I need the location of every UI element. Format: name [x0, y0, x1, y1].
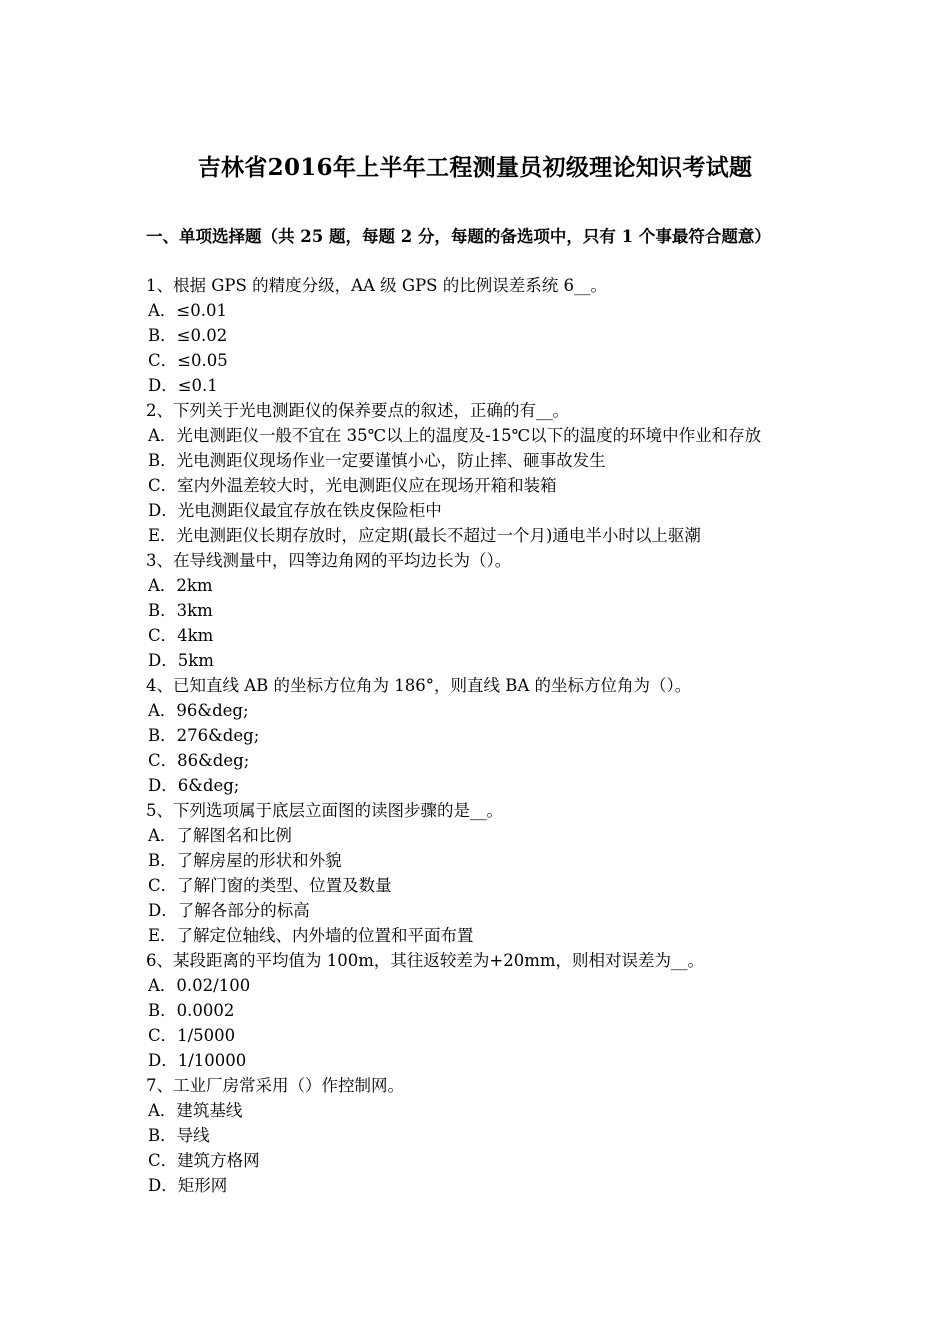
option-b: B．光电测距仪现场作业一定要谨慎小心，防止摔、砸事故发生: [148, 451, 606, 470]
option-e: E．了解定位轴线、内外墙的位置和平面布置: [148, 926, 474, 945]
question-text: 6、某段距离的平均值为 100m，其往返较差为+20mm，则相对误差为__。: [146, 951, 704, 970]
question-text: 3、在导线测量中，四等边角网的平均边长为（）。: [146, 551, 512, 570]
option-a: A．光电测距仪一般不宜在 35℃以上的温度及-15℃以下的温度的环境中作业和存放: [148, 426, 762, 445]
option-b: B．3km: [148, 601, 213, 620]
question-text: 5、下列选项属于底层立面图的读图步骤的是__。: [146, 801, 503, 820]
question-block: [146, 948, 814, 1073]
option-d: D．了解各部分的标高: [148, 901, 310, 920]
option-a: A．建筑基线: [148, 1101, 243, 1120]
option-a: A．0.02/100: [148, 976, 251, 995]
option-d: D．5km: [148, 651, 214, 670]
option-b: B．了解房屋的形状和外貌: [148, 851, 342, 870]
option-b: B．≤0.02: [148, 326, 228, 345]
question-block: [146, 398, 814, 548]
option-b: B．276&deg;: [148, 726, 260, 745]
question-block: [146, 673, 814, 798]
option-c: C．≤0.05: [148, 351, 228, 370]
question-text: 7、工业厂房常采用（）作控制网。: [146, 1076, 404, 1095]
option-d: D．≤0.1: [148, 376, 218, 395]
option-c: C．建筑方格网: [148, 1151, 260, 1170]
document-title: 吉林省2016年上半年工程测量员初级理论知识考试题: [197, 154, 753, 181]
question-text: 4、已知直线 AB 的坐标方位角为 186°，则直线 BA 的坐标方位角为（）。: [146, 676, 692, 695]
option-b: B．0.0002: [148, 1001, 235, 1020]
question-block: [146, 798, 814, 948]
option-d: D．6&deg;: [148, 776, 240, 795]
option-c: C．4km: [148, 626, 214, 645]
question-block: [146, 548, 814, 673]
option-c: C．了解门窗的类型、位置及数量: [148, 876, 392, 895]
option-c: C．1/5000: [148, 1026, 236, 1045]
option-a: A．≤0.01: [148, 301, 227, 320]
option-d: D．1/10000: [148, 1051, 247, 1070]
option-c: C．室内外温差较大时，光电测距仪应在现场开箱和装箱: [148, 476, 557, 495]
option-e: E．光电测距仪长期存放时，应定期(最长不超过一个月)通电半小时以上驱潮: [148, 526, 701, 545]
question-text: 2、下列关于光电测距仪的保养要点的叙述，正确的有__。: [146, 401, 569, 420]
option-c: C．86&deg;: [148, 751, 250, 770]
question-block: [146, 1073, 814, 1198]
section-heading: 一、单项选择题（共 25 题，每题 2 分，每题的备选项中，只有 1 个事最符合题意）: [146, 227, 771, 246]
question-block: [146, 273, 814, 398]
question-list: [146, 273, 814, 1198]
option-a: A．96&deg;: [148, 701, 249, 720]
option-d: D．光电测距仪最宜存放在铁皮保险柜中: [148, 501, 442, 520]
option-b: B．导线: [148, 1126, 210, 1145]
option-a: A．了解图名和比例: [148, 826, 292, 845]
option-d: D．矩形网: [148, 1176, 228, 1195]
question-text: 1、根据 GPS 的精度分级，AA 级 GPS 的比例误差系统 6__。: [146, 276, 607, 295]
option-a: A．2km: [148, 576, 213, 595]
